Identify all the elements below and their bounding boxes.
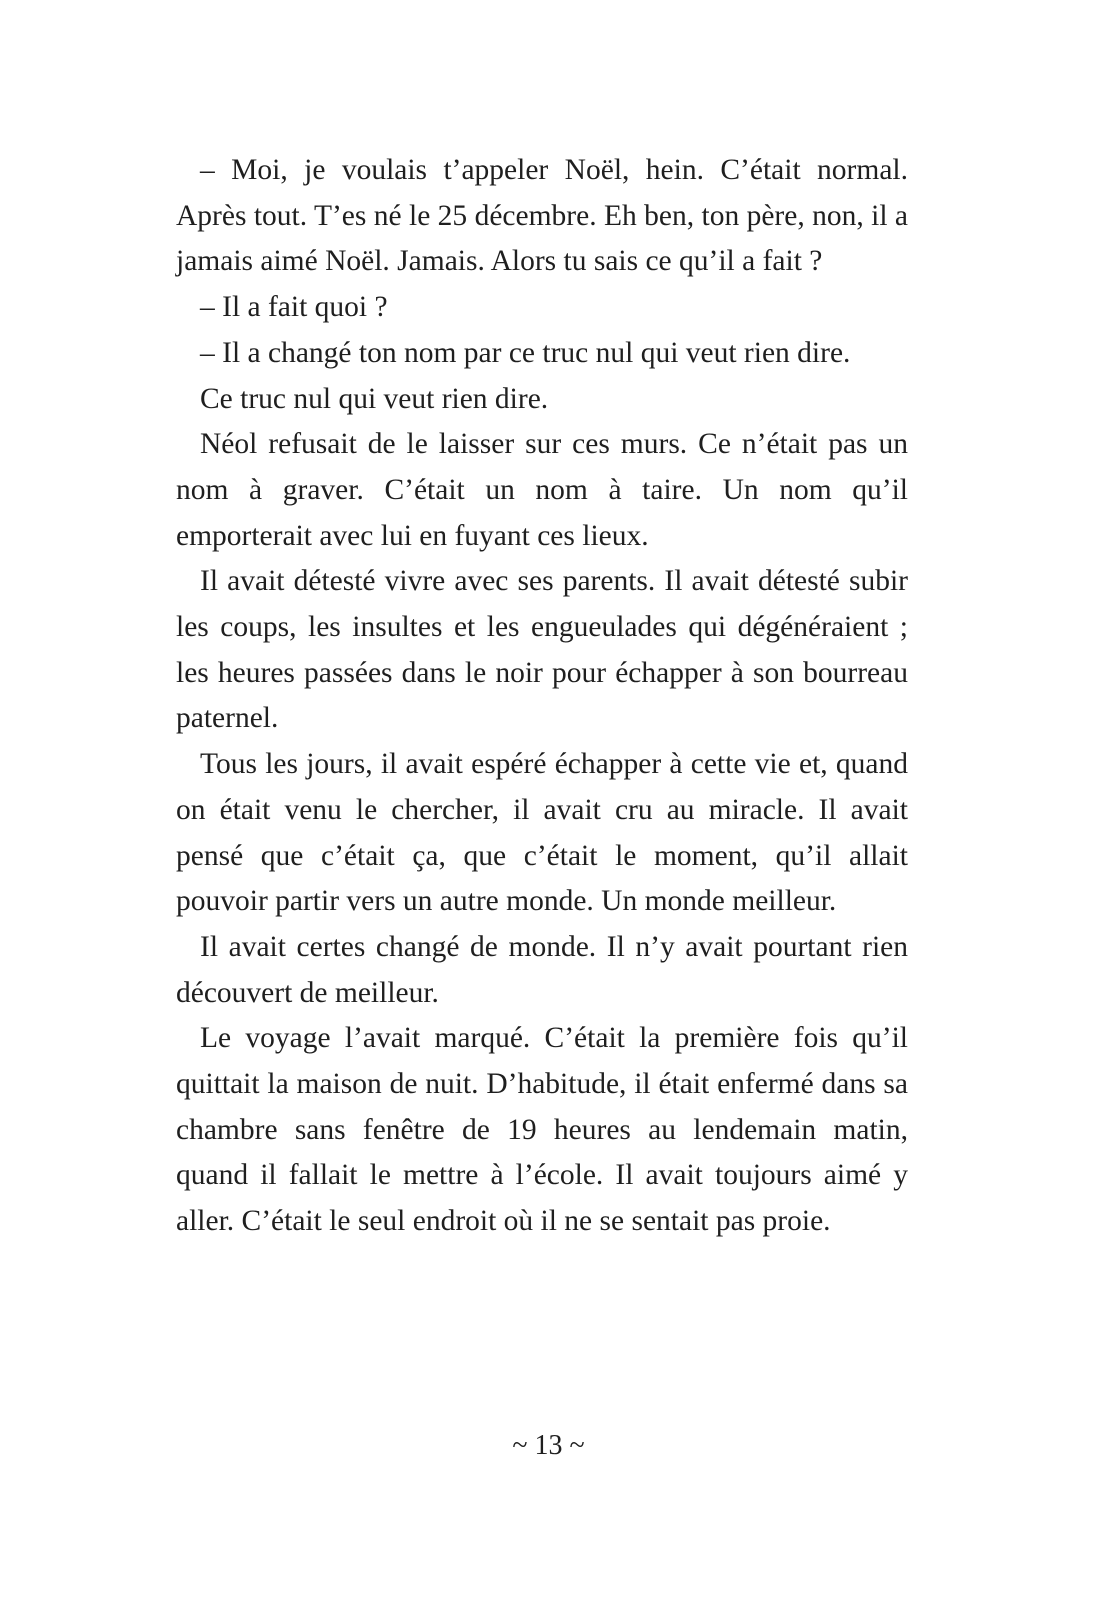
paragraph-8: Il avait certes changé de monde. Il n’y avait pourtant rien découvert de meilleur. [176, 930, 908, 1009]
paragraph-2: – Il a fait quoi ? [200, 291, 388, 324]
paragraph-7: Tous les jours, il avait espéré échapper à cette vie et, quand on était venu le chercher, il avait cru au miracle. Il avait pensé que c’était ça, que c’était le moment, qu’il allait pouvoir partir vers un autre monde. Un monde meilleur. [176, 748, 908, 918]
paragraph-3: – Il a changé ton nom par ce truc nul qui veut rien dire. [200, 336, 851, 369]
paragraph-1: – Moi, je voulais t’appeler Noël, hein. C’était normal. Après tout. T’es né le 25 décembre. Eh ben, ton père, non, il a jamais aimé Noël. Jamais. Alors tu sais ce qu’il a fait ? [176, 154, 908, 278]
body-text [176, 148, 908, 1245]
page-number: ~ 13 ~ [512, 1430, 585, 1461]
paragraph-4: Ce truc nul qui veut rien dire. [200, 382, 549, 415]
paragraph-9: Le voyage l’avait marqué. C’était la première fois qu’il quittait la maison de nuit. D’habitude, il était enfermé dans sa chambre sans fenêtre de 19 heures au lendemain matin, quand il fallait le mettre à l’école. Il avait toujours aimé y aller. C’était le seul endroit où il ne se sentait pas proie. [176, 1022, 908, 1238]
paragraph-6: Il avait détesté vivre avec ses parents. Il avait détesté subir les coups, les insultes et les engueulades qui dégénéraient ; les heures passées dans le noir pour échapper à son bourreau paternel. [176, 565, 908, 735]
paragraph-5: Néol refusait de le laisser sur ces murs. Ce n’était pas un nom à graver. C’était un nom à taire. Un nom qu’il emporterait avec lui en fuyant ces lieux. [176, 428, 908, 552]
